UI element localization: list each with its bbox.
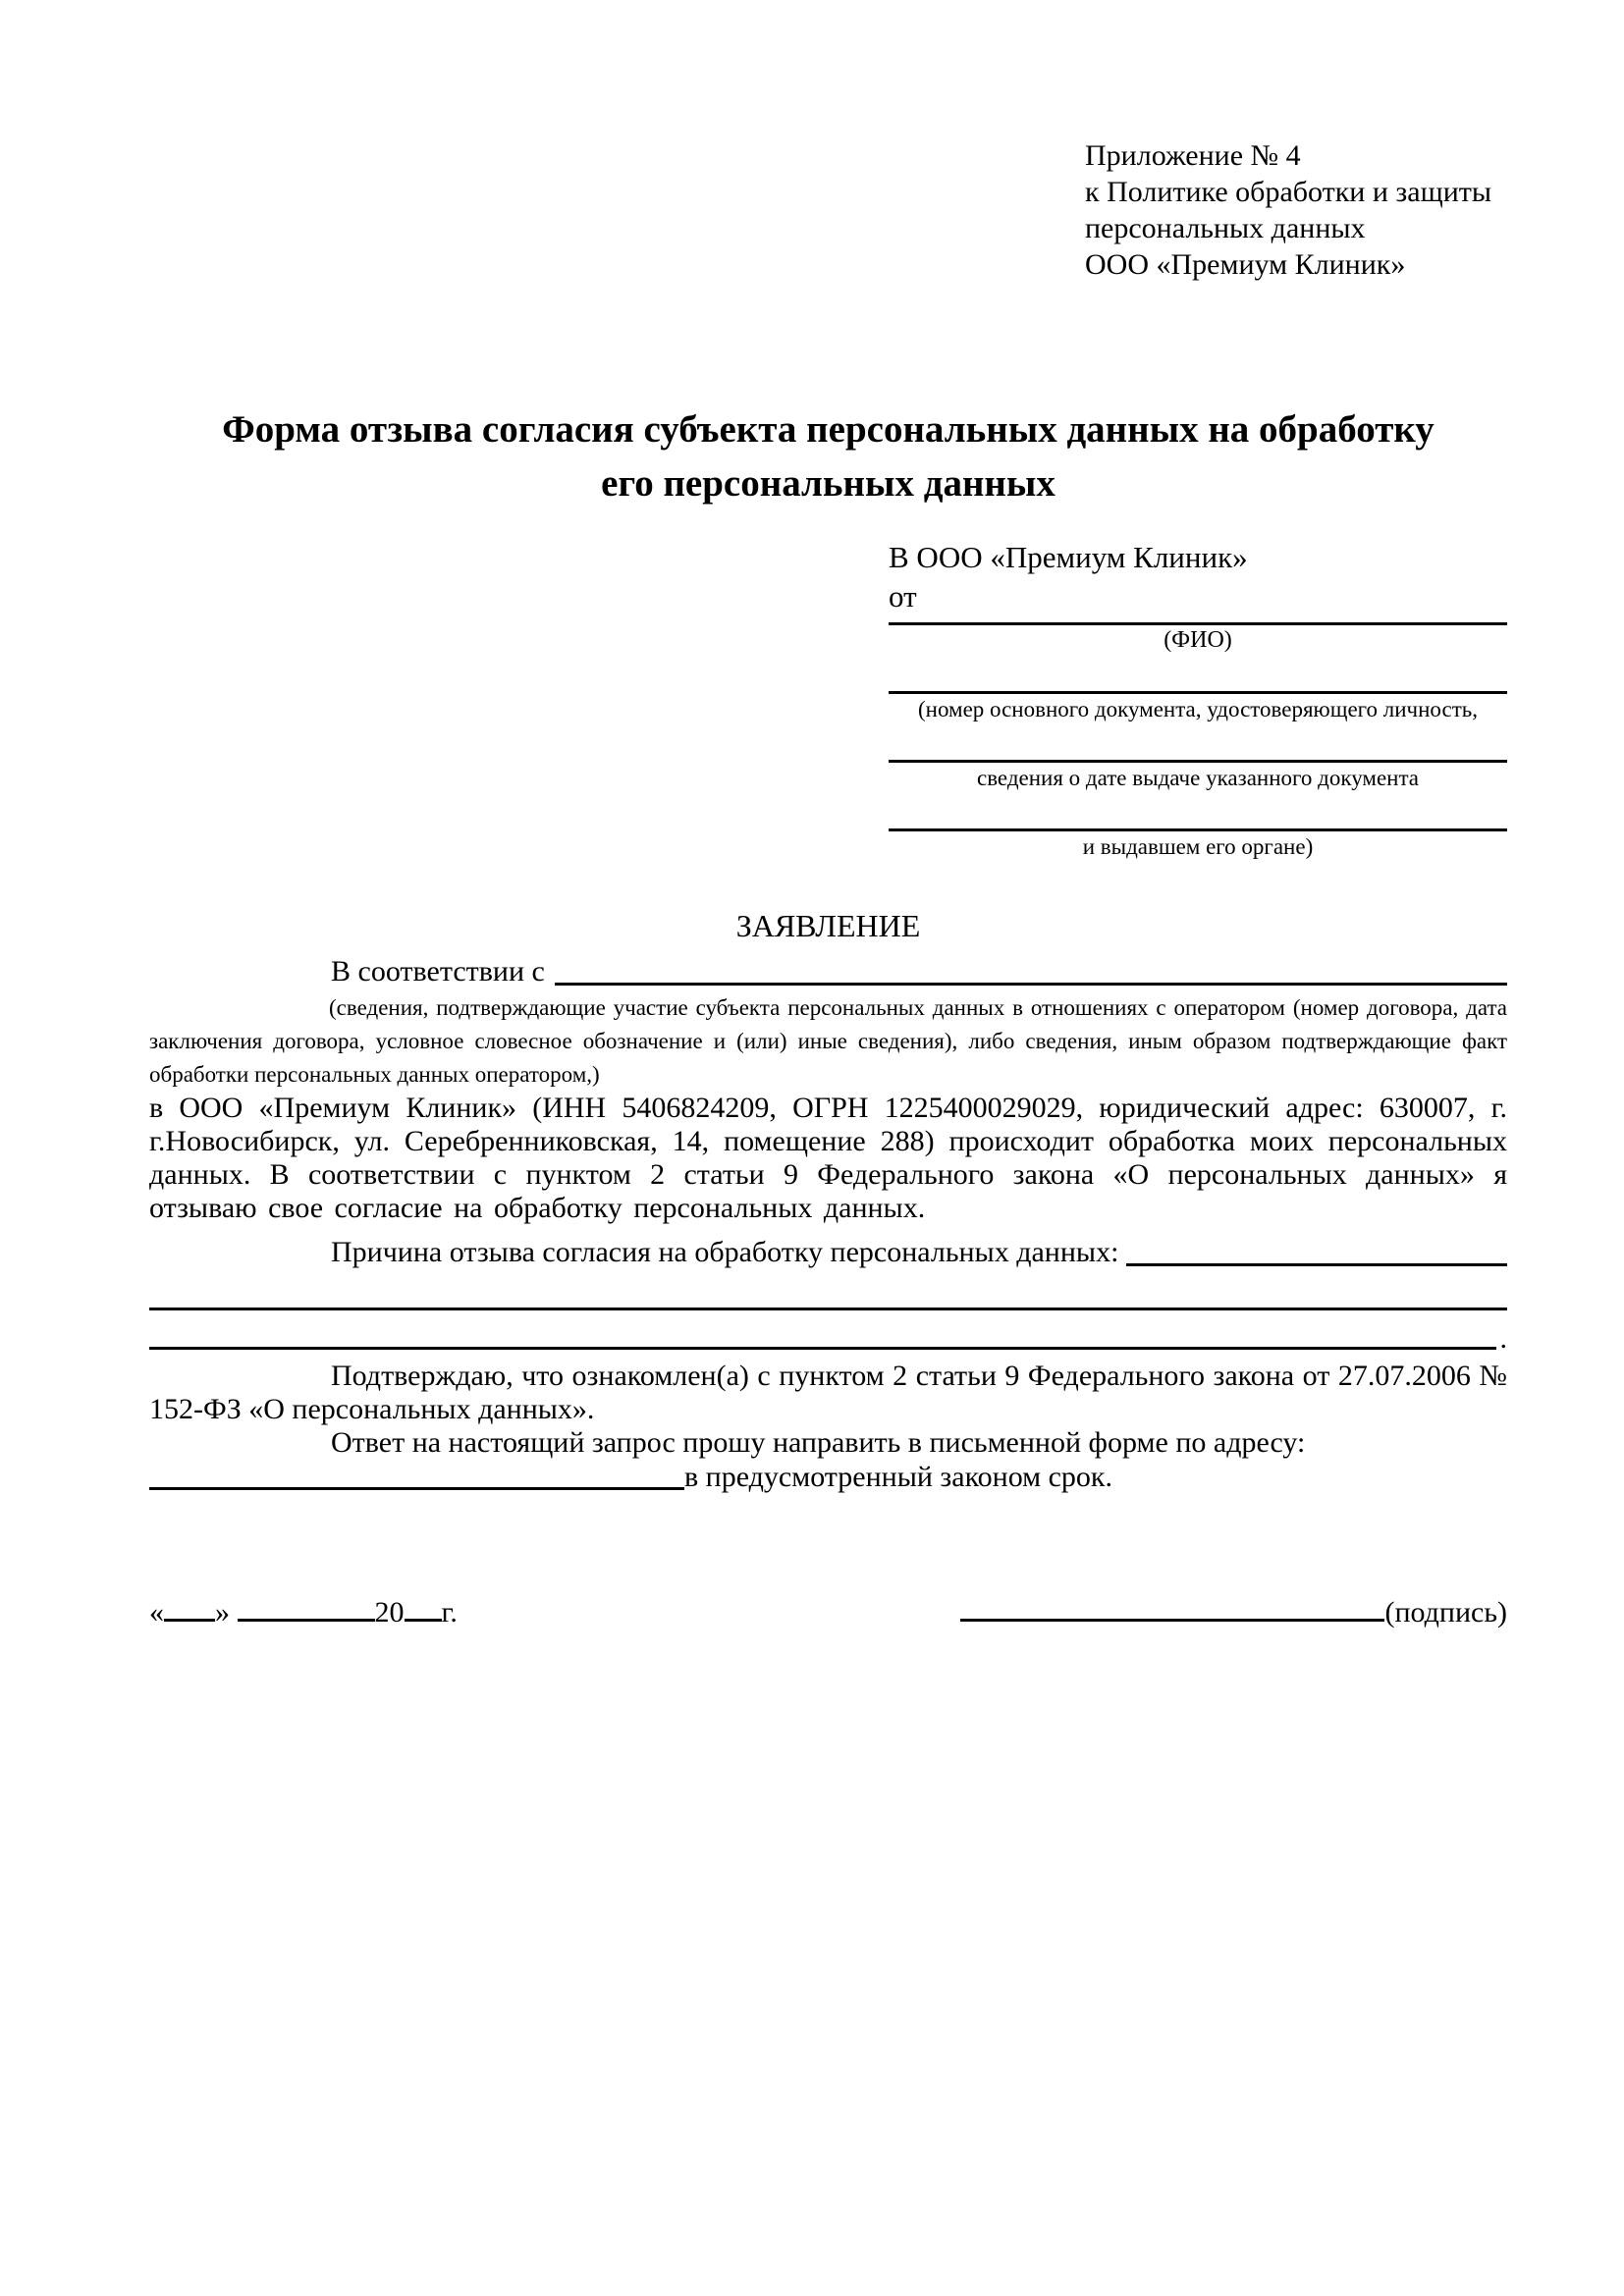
year-blank[interactable] [405, 1618, 442, 1622]
issuing-authority-caption: и выдавшем его органе) [1082, 834, 1314, 859]
response-address-blank[interactable] [149, 1487, 684, 1490]
appendix-line: персональных данных [1085, 212, 1366, 244]
fio-caption: (ФИО) [1164, 627, 1232, 653]
reason-continuation-blank-2[interactable] [149, 1347, 1496, 1350]
date-line [149, 1593, 458, 1632]
appendix-line: к Политике обработки и защиты [1085, 176, 1492, 208]
basis-label: В соответствии с [331, 955, 545, 988]
statement-heading: ЗАЯВЛЕНИЕ [735, 908, 921, 943]
blank-line-terminator: . [1499, 1322, 1507, 1355]
appendix-line: ООО «Премиум Клиник» [1085, 248, 1406, 281]
response-request-text: Ответ на настоящий запрос прошу направить в письменной форме по адресу: [331, 1426, 1306, 1459]
reason-continuation-line-2 [149, 1322, 1507, 1356]
response-address-line [149, 1460, 1507, 1495]
month-blank[interactable] [238, 1618, 375, 1622]
form-title-line: Форма отзыва согласия субъекта персональных данных на обработку [222, 408, 1435, 451]
date-open-quote: « [149, 1596, 164, 1629]
year-suffix: г. [441, 1596, 458, 1629]
basis-blank-line[interactable] [555, 983, 1507, 986]
reason-blank-line[interactable] [1126, 1263, 1507, 1266]
issue-date-blank-line[interactable] [889, 724, 1507, 763]
basis-line [149, 952, 1507, 991]
footer-row [149, 1593, 1507, 1632]
day-blank[interactable] [164, 1618, 215, 1622]
appendix-line: Приложение № 4 [1085, 139, 1301, 172]
statement-body: в ООО «Премиум Клиник» (ИНН 5406824209, ОГРН 1225400029029, юридический адрес: 630007, г. г.Новосибирск, ул. Серебренниковская, 14, помещение 288) происходит обработка моих персональных данных. В соответствии с пунктом 2 статьи 9 Федерального закона «О персональных данных» я отзываю свое согласие на обработку персональных данных. [149, 1092, 1507, 1224]
addressee-to: В ООО «Премиум Клиник» [889, 540, 1248, 574]
signature-blank[interactable] [960, 1618, 1384, 1622]
signature-line [960, 1593, 1507, 1632]
issuing-authority-blank-line[interactable] [889, 793, 1507, 831]
fio-blank-line[interactable] [889, 616, 1507, 625]
response-suffix: в предусмотренный законом срок. [684, 1461, 1112, 1493]
confirmation-text: Подтверждаю, что ознакомлен(а) с пунктом 2 статьи 9 Федерального закона от 27.07.2006 № 152-ФЗ «О персональных данных». [149, 1360, 1507, 1425]
addressee-from-label: от [889, 579, 917, 614]
addressee-block [889, 538, 1507, 862]
year-prefix: 20 [374, 1596, 405, 1629]
document-number-blank-line[interactable] [889, 656, 1507, 694]
form-title [149, 402, 1507, 510]
signature-caption: (подпись) [1384, 1596, 1507, 1629]
issue-date-caption: сведения о дате выдаче указанного документа [976, 766, 1420, 790]
reason-line [149, 1233, 1507, 1272]
reason-label: Причина отзыва согласия на обработку персональных данных: [331, 1236, 1119, 1268]
document-number-caption: (номер основного документа, удостоверяющего личность, [917, 697, 1478, 721]
basis-explanation: (сведения, подтверждающие участие субъекта персональных данных в отношениях с оператором (номер договора, дата заключения договора, условное словесное обозначение и (или) иные сведения), либо сведения, иным образом подтверждающие факт обработки персональных данных оператором,) [149, 995, 1507, 1087]
date-close-quote: » [215, 1596, 230, 1629]
appendix-header [1085, 137, 1507, 283]
form-title-line: его персональных данных [601, 462, 1056, 505]
reason-continuation-blank-1[interactable] [149, 1308, 1507, 1310]
